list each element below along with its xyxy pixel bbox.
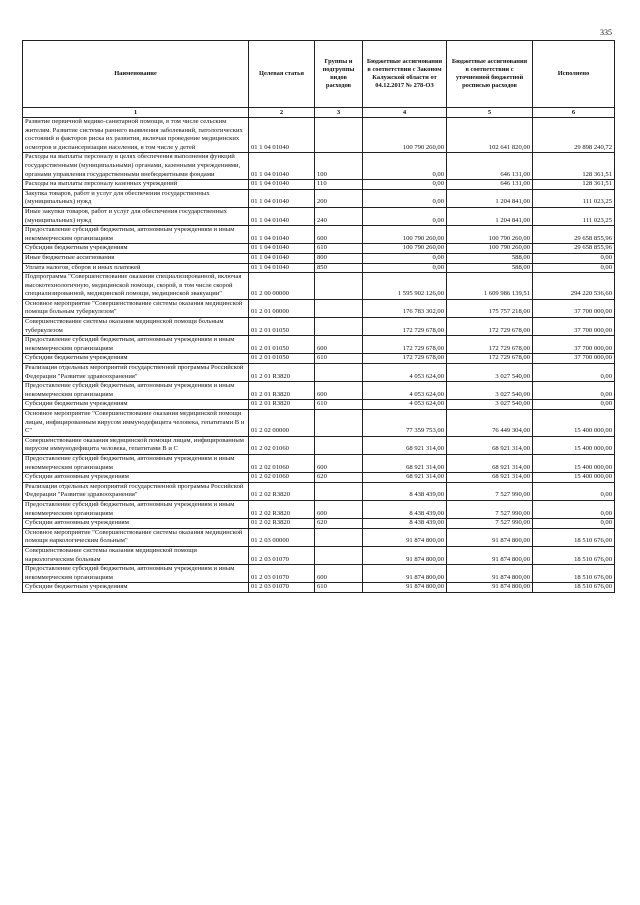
row-law-amount: 4 053 624,00 xyxy=(363,400,447,410)
row-updated-amount: 172 729 678,00 xyxy=(447,336,533,354)
table-row xyxy=(23,354,615,364)
row-updated-amount: 68 921 314,00 xyxy=(447,436,533,454)
row-expense-group: 200 xyxy=(315,189,363,207)
table-row xyxy=(23,364,615,382)
row-name: Совершенствование оказания медицинской помощи лицам, инфицированным вирусом иммунодефицита человека, гепатитами В и С xyxy=(23,436,249,454)
row-target-article: 01 2 03 01070 xyxy=(249,546,315,564)
row-updated-amount: 1 204 841,00 xyxy=(447,189,533,207)
row-expense-group xyxy=(315,273,363,300)
table-row xyxy=(23,207,615,225)
row-law-amount: 172 729 678,00 xyxy=(363,336,447,354)
row-name: Иные бюджетные ассигнования xyxy=(23,253,249,263)
row-target-article: 01 1 04 01040 xyxy=(249,118,315,153)
row-name: Предоставление субсидий бюджетным, автономным учреждениям и иным некоммерческим организациям xyxy=(23,382,249,400)
row-target-article: 01 1 04 01040 xyxy=(249,253,315,263)
row-name: Совершенствование системы оказания медицинской помощи наркологическим больным xyxy=(23,546,249,564)
row-name: Предоставление субсидий бюджетным, автономным учреждениям и иным некоммерческим организациям xyxy=(23,336,249,354)
row-expense-group: 100 xyxy=(315,153,363,180)
row-expense-group: 620 xyxy=(315,473,363,483)
row-law-amount: 4 053 624,00 xyxy=(363,364,447,382)
row-target-article: 01 2 02 00000 xyxy=(249,410,315,437)
row-expense-group xyxy=(315,318,363,336)
row-expense-group xyxy=(315,410,363,437)
row-expense-group: 610 xyxy=(315,583,363,593)
row-expense-group xyxy=(315,436,363,454)
row-law-amount: 100 790 260,00 xyxy=(363,118,447,153)
row-updated-amount: 646 131,00 xyxy=(447,153,533,180)
row-target-article: 01 1 04 01040 xyxy=(249,263,315,273)
row-law-amount: 68 921 314,00 xyxy=(363,436,447,454)
row-law-amount: 176 783 302,00 xyxy=(363,299,447,317)
row-law-amount: 8 438 439,00 xyxy=(363,500,447,518)
row-expense-group: 610 xyxy=(315,244,363,254)
row-expense-group: 610 xyxy=(315,354,363,364)
row-target-article: 01 2 02 01060 xyxy=(249,454,315,472)
row-target-article: 01 2 01 R3820 xyxy=(249,400,315,410)
row-name: Подпрограмма "Совершенствование оказания специализированной, включая высокотехнологичную, медицинской помощи, скорой, в том числе скорой специализированной, медицинской помощи, медицинской эвакуации" xyxy=(23,273,249,300)
column-number: 5 xyxy=(447,108,533,118)
row-law-amount: 0,00 xyxy=(363,180,447,190)
row-law-amount: 100 790 260,00 xyxy=(363,244,447,254)
row-expense-group xyxy=(315,546,363,564)
row-target-article: 01 1 04 01040 xyxy=(249,180,315,190)
row-updated-amount: 91 874 800,00 xyxy=(447,565,533,583)
row-target-article: 01 2 02 R3820 xyxy=(249,500,315,518)
row-law-amount: 77 359 753,00 xyxy=(363,410,447,437)
row-target-article: 01 2 03 01070 xyxy=(249,583,315,593)
row-name: Субсидии автономным учреждениям xyxy=(23,473,249,483)
column-number: 4 xyxy=(363,108,447,118)
table-row xyxy=(23,180,615,190)
row-expense-group xyxy=(315,364,363,382)
row-target-article: 01 2 01 01050 xyxy=(249,336,315,354)
budget-table xyxy=(22,40,615,593)
header-updated: Бюджетные ассигнования в соответствии с уточненной бюджетной росписью расходов xyxy=(447,41,533,108)
row-law-amount: 100 790 260,00 xyxy=(363,226,447,244)
row-executed-amount: 128 361,51 xyxy=(533,153,615,180)
table-row xyxy=(23,253,615,263)
row-law-amount: 8 438 439,00 xyxy=(363,482,447,500)
row-expense-group: 600 xyxy=(315,382,363,400)
row-law-amount: 0,00 xyxy=(363,263,447,273)
row-name: Предоставление субсидий бюджетным, автономным учреждениям и иным некоммерческим организациям xyxy=(23,226,249,244)
table-row xyxy=(23,546,615,564)
column-number-row xyxy=(23,108,615,118)
row-name: Субсидии бюджетным учреждениям xyxy=(23,583,249,593)
row-expense-group: 610 xyxy=(315,400,363,410)
row-name: Уплата налогов, сборов и иных платежей xyxy=(23,263,249,273)
table-row xyxy=(23,482,615,500)
table-row xyxy=(23,528,615,546)
row-target-article: 01 1 04 01040 xyxy=(249,226,315,244)
row-name: Расходы на выплаты персоналу казенных учреждений xyxy=(23,180,249,190)
row-target-article: 01 1 04 01040 xyxy=(249,153,315,180)
row-executed-amount: 0,00 xyxy=(533,519,615,529)
row-updated-amount: 91 874 800,00 xyxy=(447,528,533,546)
row-updated-amount: 1 204 841,00 xyxy=(447,207,533,225)
row-expense-group: 800 xyxy=(315,253,363,263)
table-row xyxy=(23,318,615,336)
row-updated-amount: 7 527 990,00 xyxy=(447,519,533,529)
row-target-article: 01 1 04 01040 xyxy=(249,244,315,254)
row-target-article: 01 2 01 01050 xyxy=(249,318,315,336)
row-target-article: 01 1 04 01040 xyxy=(249,189,315,207)
row-law-amount: 172 729 678,00 xyxy=(363,354,447,364)
row-executed-amount: 37 700 000,00 xyxy=(533,354,615,364)
row-updated-amount: 588,00 xyxy=(447,263,533,273)
row-expense-group xyxy=(315,299,363,317)
row-name: Предоставление субсидий бюджетным, автономным учреждениям и иным некоммерческим организациям xyxy=(23,565,249,583)
row-name: Реализация отдельных мероприятий государственной программы Российской Федерации "Развитие здравоохранения" xyxy=(23,482,249,500)
table-row xyxy=(23,189,615,207)
row-name: Субсидии автономным учреждениям xyxy=(23,519,249,529)
row-target-article: 01 1 04 01040 xyxy=(249,207,315,225)
table-row xyxy=(23,519,615,529)
row-executed-amount: 37 700 000,00 xyxy=(533,336,615,354)
row-updated-amount: 68 921 314,00 xyxy=(447,454,533,472)
row-name: Закупка товаров, работ и услуг для обеспечения государственных (муниципальных) нужд xyxy=(23,189,249,207)
row-executed-amount: 128 361,51 xyxy=(533,180,615,190)
header-row xyxy=(23,41,615,108)
table-row xyxy=(23,473,615,483)
row-target-article: 01 2 03 00000 xyxy=(249,528,315,546)
row-executed-amount: 15 400 000,00 xyxy=(533,410,615,437)
page-number: 335 xyxy=(600,28,612,37)
row-updated-amount: 1 609 986 139,51 xyxy=(447,273,533,300)
row-updated-amount: 100 790 260,00 xyxy=(447,226,533,244)
row-name: Предоставление субсидий бюджетным, автономным учреждениям и иным некоммерческим организациям xyxy=(23,454,249,472)
row-updated-amount: 102 641 820,00 xyxy=(447,118,533,153)
row-executed-amount: 15 400 000,00 xyxy=(533,473,615,483)
row-expense-group: 600 xyxy=(315,454,363,472)
row-law-amount: 91 874 800,00 xyxy=(363,583,447,593)
row-expense-group: 600 xyxy=(315,565,363,583)
row-updated-amount: 3 027 540,00 xyxy=(447,400,533,410)
row-executed-amount: 0,00 xyxy=(533,482,615,500)
column-number: 1 xyxy=(23,108,249,118)
row-updated-amount: 100 790 260,00 xyxy=(447,244,533,254)
row-updated-amount: 3 027 540,00 xyxy=(447,382,533,400)
column-number: 3 xyxy=(315,108,363,118)
row-updated-amount: 91 874 800,00 xyxy=(447,583,533,593)
row-target-article: 01 2 03 01070 xyxy=(249,565,315,583)
row-name: Основное мероприятие "Совершенствование системы оказания медицинской помощи наркологическим больным" xyxy=(23,528,249,546)
row-updated-amount: 3 027 540,00 xyxy=(447,364,533,382)
row-executed-amount: 29 658 855,96 xyxy=(533,244,615,254)
row-name: Субсидии бюджетным учреждениям xyxy=(23,244,249,254)
row-name: Развитие первичной медико-санитарной помощи, в том числе сельским жителям. Развитие системы раннего выявления заболеваний, патологических состояний и факторов риска их развития, включая проведение медицинских осмотров и диспансеризации населения, в том числе у детей xyxy=(23,118,249,153)
row-law-amount: 91 874 800,00 xyxy=(363,546,447,564)
row-law-amount: 0,00 xyxy=(363,153,447,180)
row-executed-amount: 111 023,25 xyxy=(533,207,615,225)
row-updated-amount: 76 449 304,00 xyxy=(447,410,533,437)
row-target-article: 01 2 01 00000 xyxy=(249,299,315,317)
table-row xyxy=(23,226,615,244)
row-law-amount: 1 595 902 126,00 xyxy=(363,273,447,300)
row-law-amount: 68 921 314,00 xyxy=(363,454,447,472)
row-name: Основное мероприятие "Совершенствование системы оказания медицинской помощи больным туберкулезом" xyxy=(23,299,249,317)
table-row xyxy=(23,299,615,317)
row-name: Совершенствование системы оказания медицинской помощи больным туберкулезом xyxy=(23,318,249,336)
row-updated-amount: 646 131,00 xyxy=(447,180,533,190)
row-target-article: 01 2 00 00000 xyxy=(249,273,315,300)
table-row xyxy=(23,410,615,437)
row-executed-amount: 111 023,25 xyxy=(533,189,615,207)
row-target-article: 01 2 02 R3820 xyxy=(249,482,315,500)
row-updated-amount: 172 729 678,00 xyxy=(447,354,533,364)
row-expense-group: 240 xyxy=(315,207,363,225)
row-updated-amount: 68 921 314,00 xyxy=(447,473,533,483)
row-target-article: 01 2 02 R3820 xyxy=(249,519,315,529)
header-execution: Исполнено xyxy=(533,41,615,108)
column-number: 6 xyxy=(533,108,615,118)
row-executed-amount: 18 510 676,00 xyxy=(533,583,615,593)
row-updated-amount: 91 874 800,00 xyxy=(447,546,533,564)
header-law: Бюджетные ассигнования в соответствии с Законом Калужской области от 04.12.2017 № 278-ОЗ xyxy=(363,41,447,108)
table-row xyxy=(23,565,615,583)
row-name: Основное мероприятие "Совершенствование оказания медицинской помощи лицам, инфицированным вирусом иммунодефицита человека, гепатитами В и С" xyxy=(23,410,249,437)
row-expense-group xyxy=(315,118,363,153)
row-expense-group xyxy=(315,528,363,546)
row-updated-amount: 7 527 990,00 xyxy=(447,500,533,518)
row-executed-amount: 15 400 000,00 xyxy=(533,454,615,472)
row-target-article: 01 2 01 01050 xyxy=(249,354,315,364)
row-target-article: 01 2 02 01060 xyxy=(249,473,315,483)
row-target-article: 01 2 02 01060 xyxy=(249,436,315,454)
table-row xyxy=(23,382,615,400)
row-expense-group xyxy=(315,482,363,500)
row-executed-amount: 37 700 000,00 xyxy=(533,299,615,317)
table-row xyxy=(23,500,615,518)
row-law-amount: 8 438 439,00 xyxy=(363,519,447,529)
row-expense-group: 600 xyxy=(315,500,363,518)
row-executed-amount: 294 220 536,60 xyxy=(533,273,615,300)
row-executed-amount: 15 400 000,00 xyxy=(533,436,615,454)
row-expense-group: 110 xyxy=(315,180,363,190)
row-updated-amount: 175 757 218,00 xyxy=(447,299,533,317)
row-law-amount: 0,00 xyxy=(363,189,447,207)
row-law-amount: 0,00 xyxy=(363,253,447,263)
row-executed-amount: 29 658 855,96 xyxy=(533,226,615,244)
table-row xyxy=(23,436,615,454)
row-expense-group: 600 xyxy=(315,336,363,354)
row-name: Предоставление субсидий бюджетным, автономным учреждениям и иным некоммерческим организациям xyxy=(23,500,249,518)
row-name: Реализация отдельных мероприятий государственной программы Российской Федерации "Развитие здравоохранения" xyxy=(23,364,249,382)
row-executed-amount: 37 700 000,00 xyxy=(533,318,615,336)
row-updated-amount: 588,00 xyxy=(447,253,533,263)
row-executed-amount: 0,00 xyxy=(533,364,615,382)
table-row xyxy=(23,583,615,593)
row-executed-amount: 18 510 676,00 xyxy=(533,528,615,546)
row-name: Субсидии бюджетным учреждениям xyxy=(23,354,249,364)
row-executed-amount: 0,00 xyxy=(533,500,615,518)
header-groups: Группы и подгруппы видов расходов xyxy=(315,41,363,108)
row-executed-amount: 18 510 676,00 xyxy=(533,546,615,564)
row-law-amount: 91 874 800,00 xyxy=(363,565,447,583)
row-target-article: 01 2 01 R3820 xyxy=(249,382,315,400)
row-executed-amount: 29 898 240,72 xyxy=(533,118,615,153)
row-updated-amount: 172 729 678,00 xyxy=(447,318,533,336)
table-body xyxy=(23,118,615,593)
header-article: Целевая статья xyxy=(249,41,315,108)
row-expense-group: 620 xyxy=(315,519,363,529)
header-name: Наименование xyxy=(23,41,249,108)
row-law-amount: 4 053 624,00 xyxy=(363,382,447,400)
table-row xyxy=(23,153,615,180)
row-name: Субсидии бюджетным учреждениям xyxy=(23,400,249,410)
row-executed-amount: 0,00 xyxy=(533,263,615,273)
table-row xyxy=(23,454,615,472)
row-expense-group: 850 xyxy=(315,263,363,273)
table-row xyxy=(23,400,615,410)
table-row xyxy=(23,273,615,300)
table-row xyxy=(23,244,615,254)
row-expense-group: 600 xyxy=(315,226,363,244)
table-row xyxy=(23,118,615,153)
row-law-amount: 68 921 314,00 xyxy=(363,473,447,483)
row-name: Иные закупки товаров, работ и услуг для обеспечения государственных (муниципальных) нужд xyxy=(23,207,249,225)
table-row xyxy=(23,263,615,273)
table-row xyxy=(23,336,615,354)
row-updated-amount: 7 527 990,00 xyxy=(447,482,533,500)
row-target-article: 01 2 01 R3820 xyxy=(249,364,315,382)
row-executed-amount: 0,00 xyxy=(533,253,615,263)
row-name: Расходы на выплаты персоналу в целях обеспечения выполнения функций государственными (муниципальными) органами, казенными учреждениями, органами управления государственными внебюджетными фондами xyxy=(23,153,249,180)
row-executed-amount: 18 510 676,00 xyxy=(533,565,615,583)
row-law-amount: 0,00 xyxy=(363,207,447,225)
row-law-amount: 172 729 678,00 xyxy=(363,318,447,336)
row-executed-amount: 0,00 xyxy=(533,400,615,410)
row-executed-amount: 0,00 xyxy=(533,382,615,400)
column-number: 2 xyxy=(249,108,315,118)
row-law-amount: 91 874 800,00 xyxy=(363,528,447,546)
